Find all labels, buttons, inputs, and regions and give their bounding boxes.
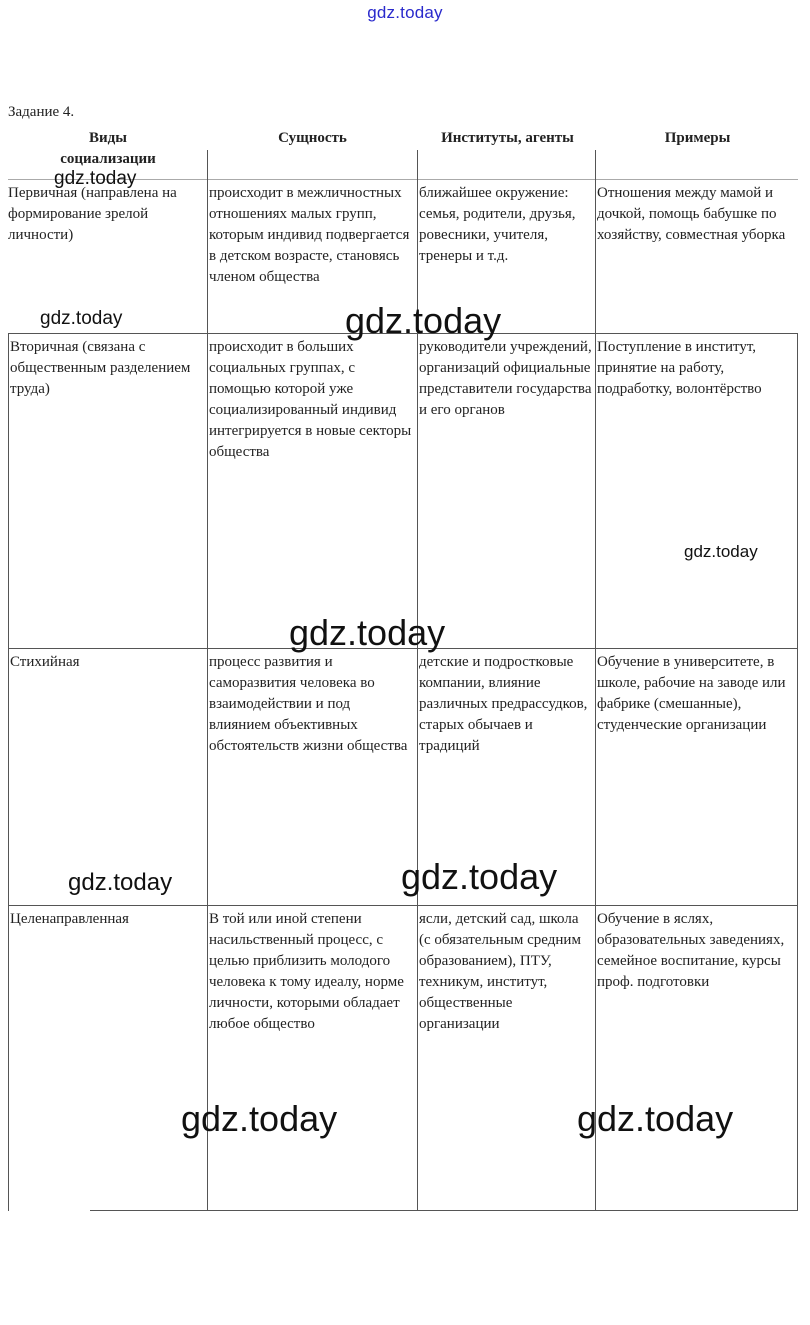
table-cell-type: Стихийная bbox=[10, 654, 80, 670]
table-cell-type: Вторичная (связана с общественным разделением труда) bbox=[10, 339, 191, 397]
top-watermark: gdz.today bbox=[367, 3, 443, 22]
table-border bbox=[8, 905, 798, 906]
table-cell-type: Первичная (направлена на формирование зрелой личности) bbox=[8, 185, 177, 243]
table-cell-type: Целенаправленная bbox=[10, 911, 129, 927]
column-header-examples: Примеры bbox=[664, 130, 731, 146]
table-cell-examples: Обучение в университете, в школе, рабочие на заводе или фабрике (смешанные), студенческие организации bbox=[597, 654, 786, 733]
column-header-type: Виды социализации bbox=[60, 130, 156, 167]
table-border bbox=[417, 150, 418, 1211]
watermark: gdz.today bbox=[577, 1098, 734, 1139]
table-cell-essence: происходит в больших социальных группах, с помощью которой уже социализированный индивид интегрируется в новые секторы общества bbox=[209, 339, 412, 460]
table-cell-examples: Обучение в яслях, образовательных заведениях, семейное воспитание, курсы проф. подготовки bbox=[597, 911, 785, 990]
table-cell-examples: Отношения между мамой и дочкой, помощь бабушке по хозяйству, совместная уборка bbox=[597, 185, 786, 243]
table-border bbox=[8, 648, 798, 649]
column-header-essence: Сущность bbox=[278, 130, 347, 146]
watermark: gdz.today bbox=[345, 300, 502, 341]
table-cell-essence: процесс развития и саморазвития человека во взаимодействии и под влиянием объективных обстоятельств жизни общества bbox=[209, 654, 408, 754]
table-border bbox=[8, 333, 798, 334]
table-cell-agents: руководители учреждений, организаций официальные представители государства и его органов bbox=[419, 339, 592, 418]
table-border bbox=[8, 179, 798, 180]
table-border bbox=[207, 150, 208, 1211]
column-header-agents: Институты, агенты bbox=[441, 130, 574, 146]
table-border bbox=[595, 150, 596, 1211]
table-cell-agents: ближайшее окружение: семья, родители, друзья, ровесники, учителя, тренеры и т.д. bbox=[419, 185, 576, 264]
table-border bbox=[797, 333, 798, 1211]
watermark: gdz.today bbox=[401, 856, 558, 897]
table-cell-agents: ясли, детский сад, школа (с обязательным средним образованием), ПТУ, техникум, институт, общественные организации bbox=[419, 911, 581, 1032]
table-cell-agents: детские и подростковые компании, влияние различных предрассудков, старых обычаев и традиций bbox=[419, 654, 588, 754]
watermark: gdz.today bbox=[68, 869, 173, 896]
watermark: gdz.today bbox=[684, 542, 758, 561]
table-cell-essence: В той или иной степени насильственный процесс, с целью приблизить молодого человека к тому идеалу, норме личности, которыми обладает любое общество bbox=[209, 911, 404, 1032]
table-cell-examples: Поступление в институт, принятие на работу, подработку, волонтёрство bbox=[597, 339, 762, 397]
task-title: Задание 4. bbox=[8, 104, 75, 120]
table-border bbox=[8, 333, 9, 1211]
table-cell-essence: происходит в межличностных отношениях малых групп, которым индивид подвергается в детском возрасте, становясь членом общества bbox=[209, 185, 410, 285]
watermark: gdz.today bbox=[40, 308, 123, 329]
watermark: gdz.today bbox=[181, 1098, 338, 1139]
table-border bbox=[90, 1210, 798, 1211]
watermark: gdz.today bbox=[54, 168, 137, 189]
watermark: gdz.today bbox=[289, 612, 446, 653]
